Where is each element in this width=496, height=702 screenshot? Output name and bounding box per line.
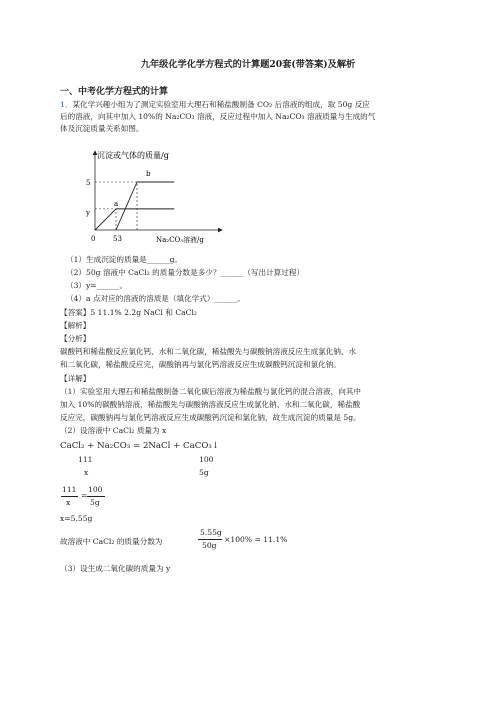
point-label-b: b xyxy=(146,170,151,178)
chemical-equation: CaCl₂ + Na₂CO₃ = 2NaCl + CaCO₃↓ xyxy=(60,441,220,451)
sub-question-2-label: （2）50g 溶液中 CaCl₂ 的质量分数是多少？ xyxy=(66,268,221,277)
detail-line-3: 反应完，碳酸钠再与氯化钙溶液反应生成碳酸钙沉淀和氯化钠，故生成沉淀的质量是 5g。 xyxy=(60,413,361,422)
sub-question-1 xyxy=(66,255,182,265)
sub-question-3 xyxy=(66,281,127,291)
sub-question-4 xyxy=(66,294,245,304)
question-line-3: 体及沉淀质量关系如图。 xyxy=(60,124,144,133)
sub-question-2 xyxy=(66,268,304,278)
sub-question-2-suffix: （写出计算过程） xyxy=(243,268,305,277)
reaction-chart xyxy=(80,145,230,245)
series-2-segment-1 xyxy=(116,182,137,230)
last-line: （3）设生成二氧化碳的质量为 y xyxy=(60,564,171,573)
x-tick-53: 53 xyxy=(113,235,122,243)
xiangjie-heading: 【详解】 xyxy=(60,374,91,383)
answer-line: 【答案】5 11.1% 2.2g NaCl 和 CaCl₂ xyxy=(60,308,197,317)
point-label-a: a xyxy=(114,200,119,208)
answer-blank-1[interactable]: ______ xyxy=(146,255,170,264)
question-text-1: 某化学兴趣小组为了测定实验室用大理石和稀盐酸制备 CO₂ 后溶液的组成，取 50g 反应 xyxy=(72,100,370,109)
y-tick-5: 5 xyxy=(86,179,91,187)
sub-question-4-suffix: 。 xyxy=(237,294,245,303)
conclusion-rest: ×100% = 11.1% xyxy=(224,535,288,544)
ratio-num-1: 111 xyxy=(62,485,77,494)
eq-unknown-x: x xyxy=(84,468,89,477)
eq-mass-111: 111 xyxy=(78,455,93,464)
origin-label: 0 xyxy=(91,235,96,243)
detail-line-4: （2）设溶液中 CaCl₂ 质量为 x xyxy=(60,426,167,435)
page-title: 九年级化学化学方程式的计算题20套(带答案)及解析 xyxy=(140,59,356,70)
conclusion-denominator: 50g xyxy=(202,541,217,550)
eq-mass-100: 100 xyxy=(199,455,214,464)
ratio-den-2: 5g xyxy=(90,498,100,507)
fenxi-heading: 【分析】 xyxy=(60,334,91,343)
y-axis-label: 沉淀或气体的质量/g xyxy=(97,151,169,160)
sub-question-3-suffix: 。 xyxy=(119,281,128,290)
y-tick-y: y xyxy=(86,209,90,217)
jiexi-heading: 【解析】 xyxy=(60,321,91,330)
detail-line-1: （1）实验室用大理石和稀盐酸制备二氧化碳后溶液为稀盐酸与氯化钙的混合溶液，向其中 xyxy=(60,387,361,396)
sub-question-3-label: （3）y= xyxy=(66,281,97,290)
conclusion-bar xyxy=(198,539,222,540)
analysis-line-2: 和二氧化碳，稀盐酸反应完，碳酸钠再与氯化钙溶液反应生成碳酸钙沉淀和氯化钠。 xyxy=(60,360,341,369)
question-number: 1． xyxy=(60,100,73,109)
ratio-den-1: x xyxy=(66,498,71,507)
x-axis-label: Na₂CO₃溶液/g xyxy=(156,236,204,244)
answer-blank-3[interactable]: ______ xyxy=(96,281,120,290)
sub-question-1-suffix: g。 xyxy=(169,255,183,264)
detail-line-2: 加入 10%的碳酸钠溶液，稀盐酸先与碳酸钠溶液反应生成氯化钠、水和二氧化碳，稀盐酸 xyxy=(60,400,361,409)
sub-question-1-label: （1）生成沉淀的质量是 xyxy=(66,255,147,264)
result-x: x=5.55g xyxy=(60,514,93,523)
question-line-1 xyxy=(60,100,370,110)
question-line-2: 后的溶液，向其中加入 10%的 Na₂CO₃ 溶液，反应过程中加入 Na₂CO₃ 溶液质量与生成的气 xyxy=(60,112,376,121)
ratio-bar-2 xyxy=(87,496,105,497)
conclusion-numerator: 5.55g xyxy=(200,528,222,537)
ratio-bar-1 xyxy=(61,496,78,497)
answer-blank-4[interactable]: ______ xyxy=(214,294,238,303)
sub-question-4-label: （4）a 点对应的溶液的溶质是（填化学式） xyxy=(66,294,215,303)
ratio-num-2: 100 xyxy=(88,485,103,494)
eq-known-5g: 5g xyxy=(199,468,209,477)
conclusion-prefix: 故溶液中 CaCl₂ 的质量分数为 xyxy=(60,537,163,546)
answer-blank-2[interactable]: ______ xyxy=(220,268,244,277)
analysis-line-1: 碳酸钙和稀盐酸反应氯化钙、水和二氧化碳，稀盐酸先与碳酸钠溶液反应生成氯化钠、水 xyxy=(60,347,357,356)
section-heading: 一、中考化学方程式的计算 xyxy=(60,87,169,97)
series-1-segment-1 xyxy=(95,209,116,230)
ratio-equals: = xyxy=(81,491,88,500)
